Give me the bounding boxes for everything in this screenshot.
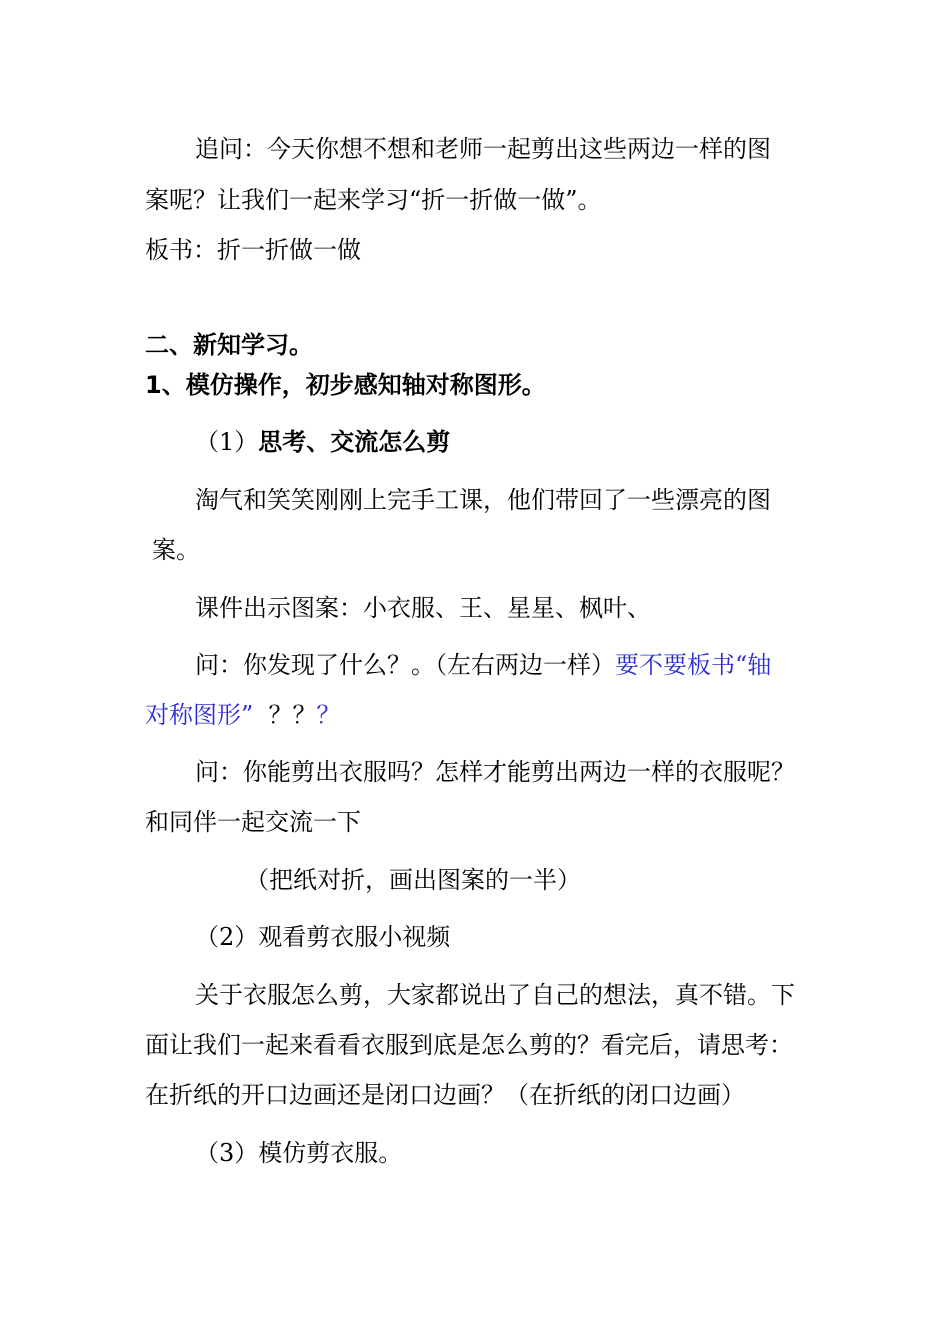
para-4-question: 问：你发现了什么？。（左右两边一样）: [195, 651, 615, 679]
step-1-title: 思考、交流怎么剪: [258, 428, 451, 456]
para-7-line-2: 面让我们一起来看看衣服到底是怎么剪的？看完后，请思考：: [145, 1031, 793, 1059]
para-4-line-2: [145, 700, 341, 730]
para-5-line-1: 问：你能剪出衣服吗？怎样才能剪出两边一样的衣服呢？: [195, 758, 795, 786]
para-4-question-marks: ？？: [268, 701, 317, 729]
para-6: （把纸对折，画出图案的一半）: [245, 866, 581, 894]
board-writing-1: 板书：折一折做一做: [145, 236, 361, 264]
para-1-line-2: 案呢？让我们一起来学习“折一折做一做”。: [145, 186, 602, 214]
para-4-comment-end: 对称图形”: [145, 701, 254, 729]
subsection-heading-1: 1、模仿操作，初步感知轴对称图形。: [145, 371, 546, 399]
step-1-heading: [195, 427, 450, 457]
section-heading-2: 二、新知学习。: [145, 331, 313, 359]
step-1-prefix: （1）: [195, 428, 259, 456]
step-3-heading: （3）模仿剪衣服。: [195, 1139, 403, 1167]
para-5-line-2: 和同伴一起交流一下: [145, 808, 361, 836]
para-4-comment-start: 要不要板书“轴: [615, 651, 772, 679]
para-3: 课件出示图案：小衣服、王、星星、枫叶、: [195, 594, 651, 622]
para-4-line-1: [195, 650, 771, 680]
para-4-blue-question-mark: ？: [316, 701, 341, 729]
step-2-heading: （2）观看剪衣服小视频: [195, 923, 451, 951]
para-7-line-1: 关于衣服怎么剪，大家都说出了自己的想法，真不错。下: [195, 981, 795, 1009]
para-1-line-1: 追问：今天你想不想和老师一起剪出这些两边一样的图: [195, 135, 771, 163]
para-7-line-3: 在折纸的开口边画还是闭口边画？（在折纸的闭口边画）: [145, 1081, 745, 1109]
para-2-line-1: 淘气和笑笑刚刚上完手工课，他们带回了一些漂亮的图: [195, 486, 771, 514]
para-2-line-2: 案。: [152, 536, 200, 564]
